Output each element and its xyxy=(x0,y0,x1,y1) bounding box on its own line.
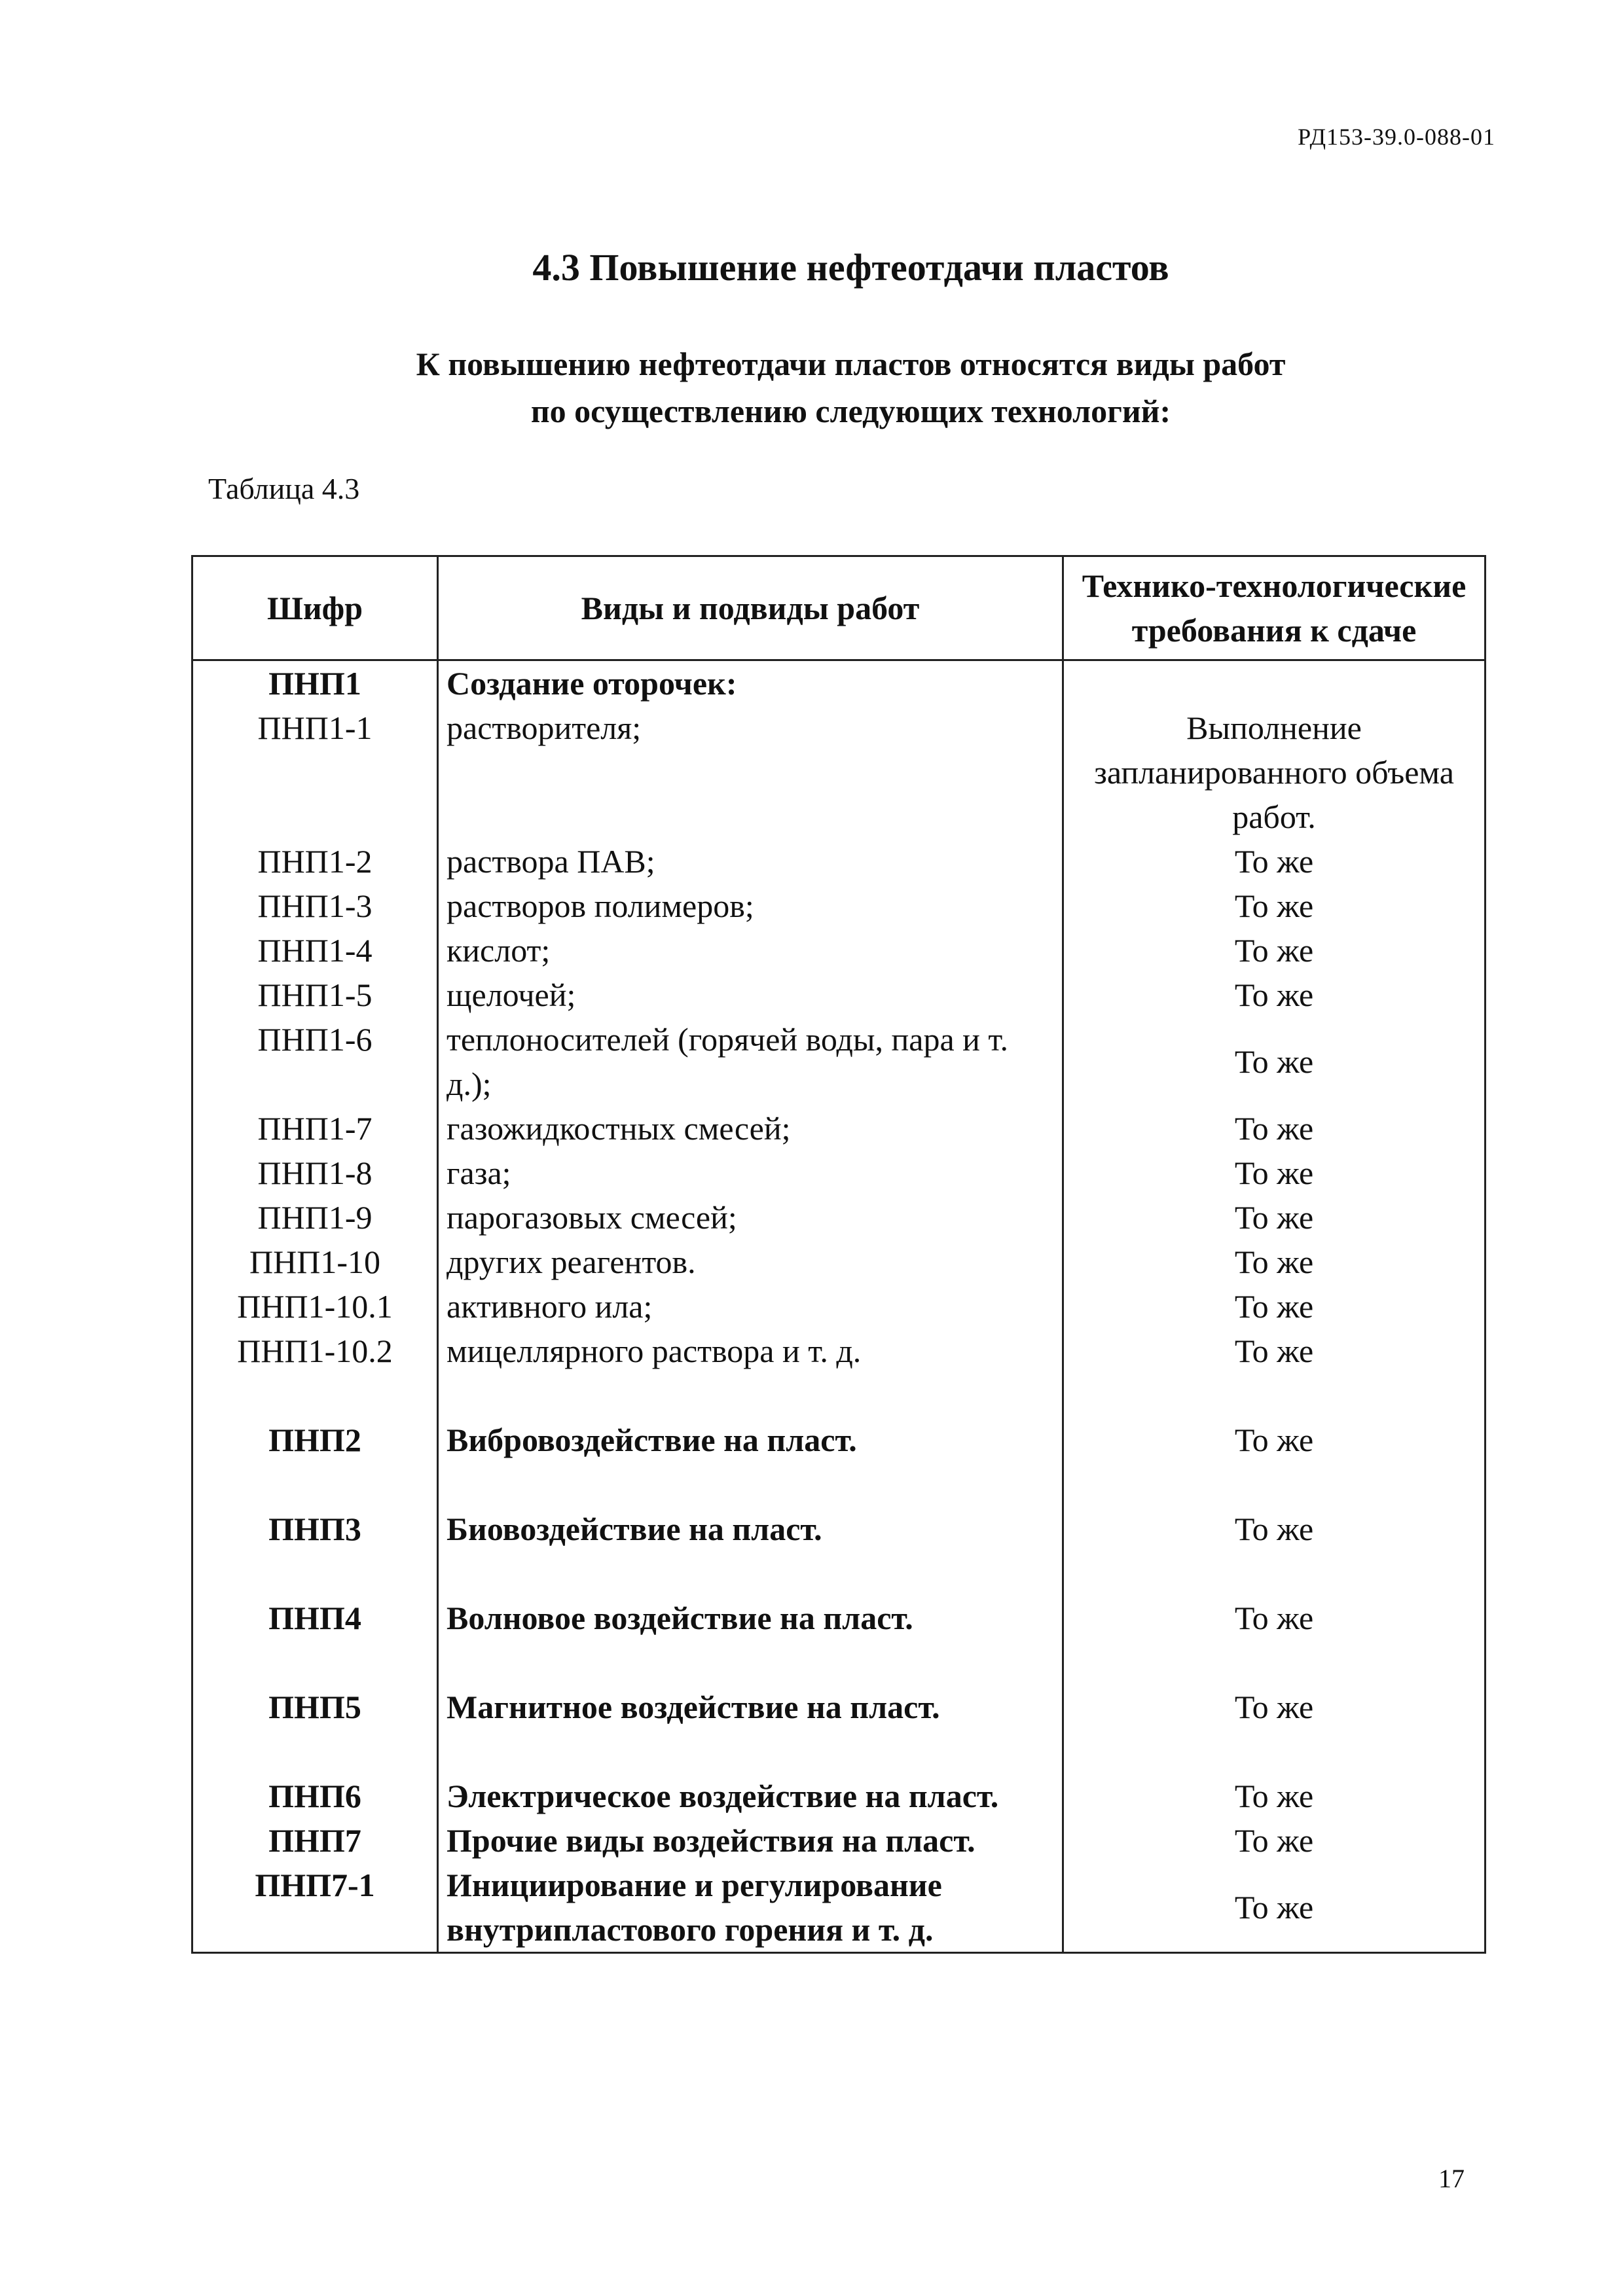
row-requirement: То же xyxy=(1063,884,1486,928)
table-row xyxy=(192,928,1486,973)
row-code: ПНП1 xyxy=(192,660,438,706)
table-row xyxy=(192,706,1486,839)
row-requirement: То же xyxy=(1063,1195,1486,1240)
row-requirement: То же xyxy=(1063,1818,1486,1863)
table-row xyxy=(192,1284,1486,1329)
row-requirement: То же xyxy=(1063,1017,1486,1106)
table-row xyxy=(192,1106,1486,1151)
table-row xyxy=(192,1240,1486,1284)
page-number: 17 xyxy=(1438,2164,1465,2193)
row-requirement: То же xyxy=(1063,1373,1486,1462)
row-name: других реагентов. xyxy=(438,1240,1063,1284)
table-row xyxy=(192,1195,1486,1240)
row-name: Вибровоздействие на пласт. xyxy=(438,1373,1063,1462)
row-name: Прочие виды воздействия на пласт. xyxy=(438,1818,1063,1863)
document-code: РД153-39.0-088-01 xyxy=(1298,124,1495,150)
row-name: Волновое воздействие на пласт. xyxy=(438,1551,1063,1640)
row-name: растворителя; xyxy=(438,706,1063,839)
row-code: ПНП1-5 xyxy=(192,973,438,1017)
row-requirement: То же xyxy=(1063,1863,1486,1953)
table-row xyxy=(192,1462,1486,1551)
row-code: ПНП7 xyxy=(192,1818,438,1863)
row-requirement: Выполнение запланированного объема работ. xyxy=(1063,706,1486,839)
row-code: ПНП1-10 xyxy=(192,1240,438,1284)
row-requirement: То же xyxy=(1063,839,1486,884)
section-title: 4.3 Повышение нефтеотдачи пластов xyxy=(532,246,1169,289)
table-row xyxy=(192,973,1486,1017)
row-code: ПНП1-6 xyxy=(192,1017,438,1106)
row-requirement: То же xyxy=(1063,1151,1486,1195)
row-requirement: То же xyxy=(1063,1240,1486,1284)
row-code: ПНП6 xyxy=(192,1729,438,1818)
table-row xyxy=(192,1863,1486,1953)
header-requirements: Технико-технологические требования к сдаче xyxy=(1063,556,1486,660)
row-name: парогазовых смесей; xyxy=(438,1195,1063,1240)
table-row xyxy=(192,884,1486,928)
row-name: активного ила; xyxy=(438,1284,1063,1329)
table-row xyxy=(192,1329,1486,1373)
row-code: ПНП1-3 xyxy=(192,884,438,928)
row-code: ПНП1-2 xyxy=(192,839,438,884)
row-name: мицеллярного раствора и т. д. xyxy=(438,1329,1063,1373)
row-name: раствора ПАВ; xyxy=(438,839,1063,884)
row-name: газа; xyxy=(438,1151,1063,1195)
intro-line-1: К повышению нефтеотдачи пластов относятся виды работ xyxy=(416,346,1286,382)
row-requirement: То же xyxy=(1063,1329,1486,1373)
row-name: кислот; xyxy=(438,928,1063,973)
row-name: растворов полимеров; xyxy=(438,884,1063,928)
row-requirement: То же xyxy=(1063,1729,1486,1818)
row-name: Инициирование и регулирование внутрипластового горения и т. д. xyxy=(438,1863,1063,1953)
table-row xyxy=(192,1151,1486,1195)
table-row xyxy=(192,839,1486,884)
table-row xyxy=(192,660,1486,706)
header-work-types: Виды и подвиды работ xyxy=(438,556,1063,660)
section-intro xyxy=(0,340,1623,435)
row-requirement xyxy=(1063,660,1486,706)
row-name: Биовоздействие на пласт. xyxy=(438,1462,1063,1551)
row-requirement: То же xyxy=(1063,1284,1486,1329)
row-name: газожидкостных смесей; xyxy=(438,1106,1063,1151)
row-name: щелочей; xyxy=(438,973,1063,1017)
table-row xyxy=(192,1818,1486,1863)
table-caption: Таблица 4.3 xyxy=(208,472,360,505)
row-name: теплоносителей (горячей воды, пара и т. д.); xyxy=(438,1017,1063,1106)
row-code: ПНП1-10.1 xyxy=(192,1284,438,1329)
table-row xyxy=(192,1373,1486,1462)
row-requirement: То же xyxy=(1063,1551,1486,1640)
row-requirement: То же xyxy=(1063,1106,1486,1151)
row-requirement: То же xyxy=(1063,928,1486,973)
intro-line-2: по осуществлению следующих технологий: xyxy=(530,393,1171,429)
row-name: Создание оторочек: xyxy=(438,660,1063,706)
row-code: ПНП2 xyxy=(192,1373,438,1462)
row-code: ПНП1-4 xyxy=(192,928,438,973)
row-code: ПНП1-8 xyxy=(192,1151,438,1195)
row-requirement: То же xyxy=(1063,1462,1486,1551)
row-code: ПНП1-7 xyxy=(192,1106,438,1151)
table-row xyxy=(192,1017,1486,1106)
works-table xyxy=(191,555,1486,1954)
table-row xyxy=(192,1551,1486,1640)
row-code: ПНП1-10.2 xyxy=(192,1329,438,1373)
row-requirement: То же xyxy=(1063,1640,1486,1729)
row-code: ПНП1-9 xyxy=(192,1195,438,1240)
row-code: ПНП3 xyxy=(192,1462,438,1551)
row-code: ПНП4 xyxy=(192,1551,438,1640)
table-row xyxy=(192,1640,1486,1729)
row-code: ПНП5 xyxy=(192,1640,438,1729)
row-name: Электрическое воздействие на пласт. xyxy=(438,1729,1063,1818)
table-header-row xyxy=(192,556,1486,660)
row-requirement: То же xyxy=(1063,973,1486,1017)
table-row xyxy=(192,1729,1486,1818)
row-code: ПНП7-1 xyxy=(192,1863,438,1953)
header-code: Шифр xyxy=(192,556,438,660)
row-name: Магнитное воздействие на пласт. xyxy=(438,1640,1063,1729)
row-code: ПНП1-1 xyxy=(192,706,438,839)
